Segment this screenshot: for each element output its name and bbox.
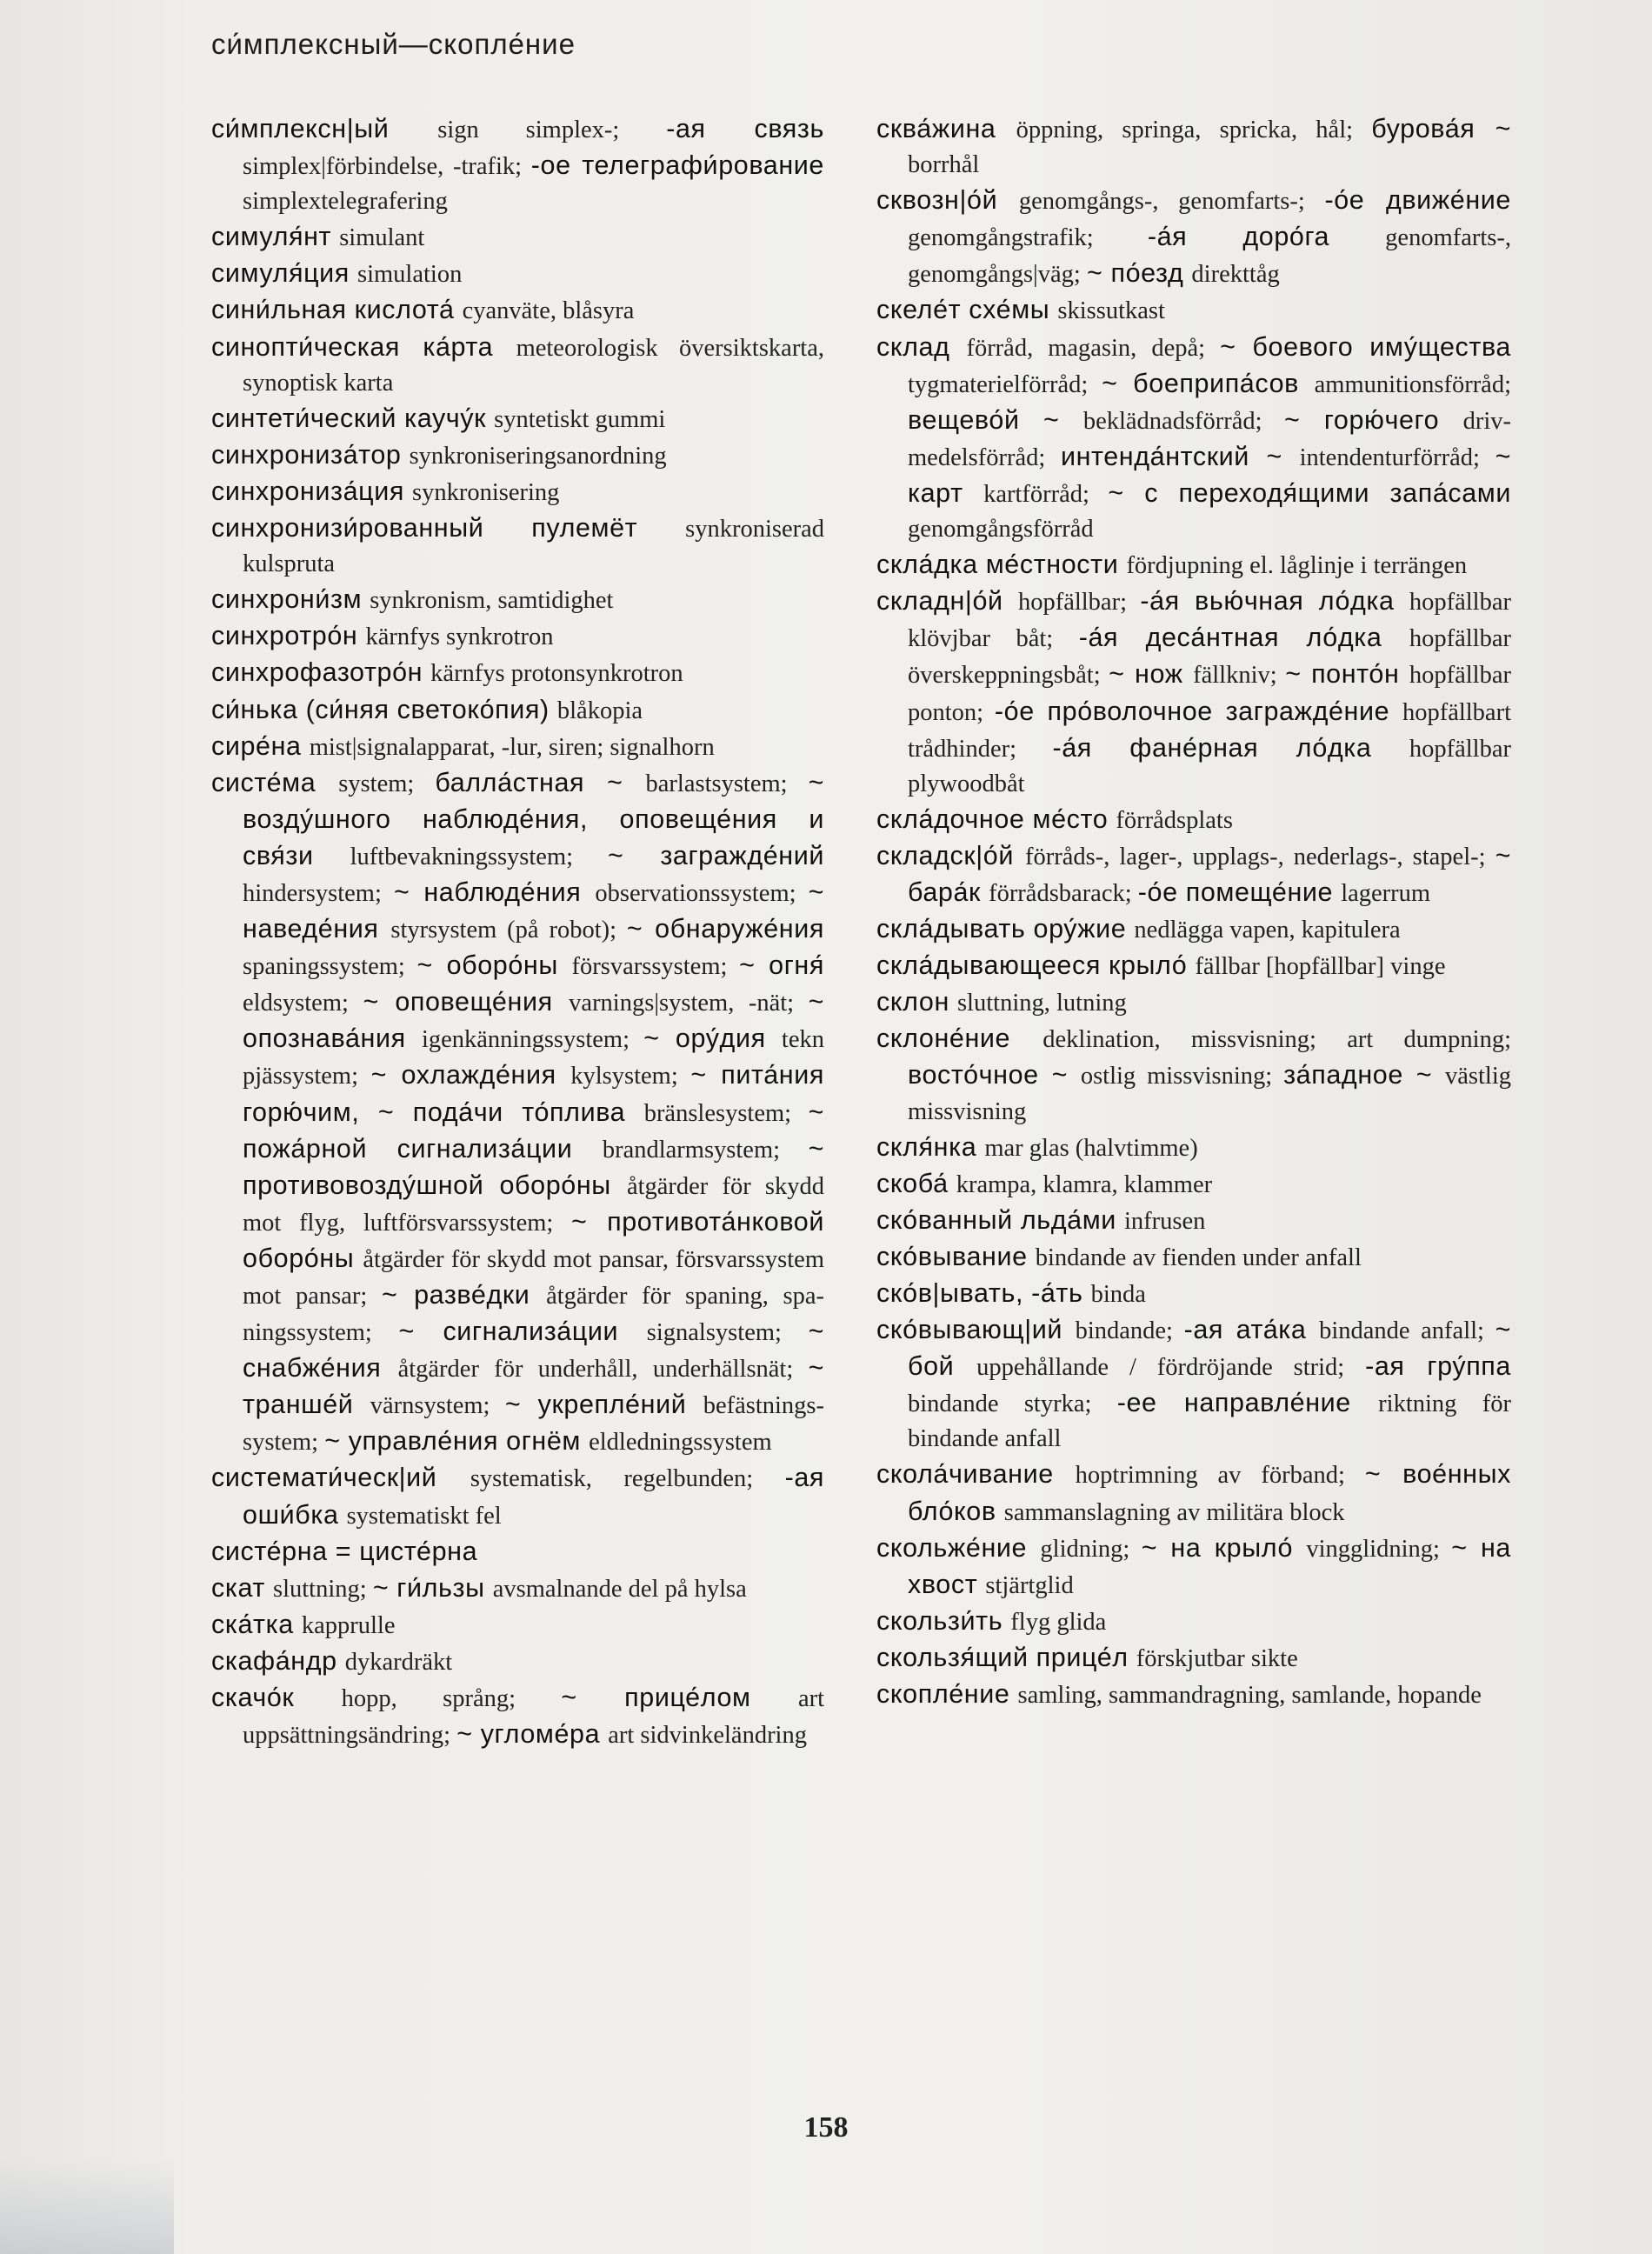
- entry-translation: västlig missvisning: [908, 1063, 1511, 1125]
- entry-headword: -ая гру́ппа: [1365, 1351, 1511, 1382]
- entry-headword: сире́на: [211, 730, 310, 761]
- dictionary-entry: [211, 1644, 824, 1680]
- entry-headword: -о́е движе́ние: [1324, 185, 1511, 216]
- entry-headword: ~ управле́ния огнём: [324, 1426, 590, 1457]
- dictionary-entry: [876, 1677, 1511, 1713]
- entry-headword: склад: [876, 331, 967, 362]
- dictionary-entry: [876, 1530, 1511, 1604]
- entry-translation: öppning, springa, spricka, hål;: [1016, 117, 1372, 143]
- entry-headword: скользи́ть: [876, 1605, 1011, 1636]
- entry-translation: ammunitionsförråd;: [1314, 370, 1511, 398]
- entry-translation: nedlägga vapen, kapitulera: [1134, 917, 1401, 944]
- dictionary-entry: [211, 692, 824, 729]
- entry-translation: stjärtglid: [985, 1571, 1074, 1599]
- entry-headword: сини́льная кислота́: [211, 295, 463, 325]
- entry-headword: сквозн|о́й: [876, 185, 1019, 216]
- entry-translation: system;: [338, 770, 436, 797]
- entry-headword: системати́ческ|ий: [211, 1463, 470, 1493]
- entry-headword: ~ сигнализа́ции: [398, 1317, 647, 1347]
- entry-headword: ~ по́езд: [1086, 258, 1192, 289]
- entry-translation: hopfällbart trådhinder;: [908, 698, 1511, 763]
- entry-headword: -а́я фане́рная ло́дка: [1052, 732, 1409, 763]
- entry-headword: ска́тка: [211, 1609, 302, 1639]
- entry-translation: fällbar [hopfällbar] vinge: [1195, 953, 1446, 981]
- entry-headword: ~ понто́н: [1285, 659, 1409, 690]
- dictionary-entry: [211, 1460, 824, 1533]
- entry-translation: genomgångsförråd: [908, 516, 1094, 543]
- entry-translation: sluttning;: [273, 1575, 373, 1603]
- dictionary-entry: [211, 1570, 824, 1607]
- entry-headword: ~ горю́чего: [1284, 404, 1463, 435]
- entry-headword: вещево́й ~: [908, 404, 1083, 435]
- entry-translation: eldledningssystem: [589, 1429, 772, 1457]
- entry-headword: ~ бара́к: [908, 840, 1511, 907]
- entry-headword: -о́е про́волочное загражде́ние: [994, 696, 1402, 726]
- entry-translation: deklination, missvisning; art dumpning;: [1042, 1026, 1511, 1054]
- dictionary-entry: [211, 618, 824, 655]
- entry-headword: ~ укрепле́ний: [504, 1390, 703, 1420]
- entry-translation: luftbevakningssystem;: [350, 843, 608, 870]
- entry-translation: kapprulle: [301, 1611, 396, 1639]
- entry-headword: ~ карт: [908, 441, 1511, 508]
- dictionary-entry: [211, 111, 824, 219]
- entry-translation: åtgärder för underhåll, underhällsnät;: [397, 1356, 809, 1384]
- entry-headword: ~ охлажде́ния: [370, 1060, 571, 1090]
- dictionary-entry: [876, 330, 1511, 548]
- dictionary-entry: [211, 219, 824, 256]
- entry-translation: synkronisering: [412, 478, 560, 506]
- entry-translation: sign simplex-;: [437, 117, 667, 143]
- dictionary-entry: [211, 1607, 824, 1644]
- dictionary-entry: [876, 1130, 1511, 1166]
- entry-headword: скля́нка: [876, 1131, 985, 1162]
- entry-translation: glidning;: [1040, 1535, 1142, 1563]
- entry-headword: ~ угломе́ра: [456, 1719, 609, 1750]
- entry-translation: mar glas (halvtimme): [984, 1134, 1198, 1162]
- dictionary-entry: [876, 547, 1511, 584]
- entry-translation: bindande styrka;: [908, 1390, 1117, 1418]
- entry-translation: art sidvinkeländring: [608, 1722, 807, 1750]
- entry-translation: drivmedelsförråd;: [908, 407, 1511, 471]
- entry-translation: förrådsbarack;: [989, 879, 1138, 907]
- entry-headword: балла́стная ~: [435, 767, 646, 797]
- entry-headword: скат: [211, 1572, 273, 1603]
- entry-translation: befästningssystem;: [243, 1392, 824, 1457]
- entry-headword: синхротро́н: [211, 621, 366, 651]
- entry-translation: dykardräkt: [344, 1648, 453, 1676]
- entry-headword: ~ ору́дия: [643, 1024, 782, 1054]
- entry-headword: ~ боеприпа́сов: [1102, 368, 1315, 398]
- entry-translation: synkronism, samtidighet: [370, 587, 614, 615]
- entry-translation: binda: [1090, 1281, 1146, 1308]
- entry-translation: intendenturförråd;: [1299, 443, 1495, 471]
- entry-translation: bränslesystem;: [643, 1099, 809, 1127]
- dictionary-entry: [876, 802, 1511, 838]
- entry-translation: sluttning, lutning: [956, 990, 1127, 1017]
- entry-translation: förskjutbar sikte: [1136, 1644, 1298, 1672]
- entry-headword: скла́дывать ору́жие: [876, 914, 1135, 944]
- entry-headword: симуля́ция: [211, 258, 357, 289]
- entry-translation: simulation: [357, 261, 463, 289]
- entry-translation: spaningssystem;: [243, 953, 417, 981]
- entry-headword: ~ ги́льзы: [372, 1572, 493, 1603]
- dictionary-entry: [876, 911, 1511, 948]
- entry-translation: meteorologisk översiktskarta, synoptisk karta: [243, 334, 824, 397]
- entry-translation: tygmaterielförråd;: [908, 370, 1102, 398]
- entry-translation: krampa, klamra, klammer: [956, 1170, 1213, 1198]
- entry-headword: ско́вывание: [876, 1241, 1036, 1271]
- entry-headword: восто́чное ~: [908, 1060, 1081, 1090]
- entry-translation: åtgärder för skydd mot pansar, försvarssystem mot pansar;: [243, 1245, 824, 1310]
- dictionary-entry: [876, 1239, 1511, 1276]
- entry-translation: brandlarmsystem;: [602, 1136, 809, 1164]
- entry-headword: за́падное ~: [1283, 1060, 1445, 1090]
- page-number: 158: [803, 2111, 849, 2144]
- entry-translation: hopfällbar ponton;: [908, 662, 1511, 726]
- entry-translation: hopfällbar plywoodbåt: [908, 735, 1511, 797]
- dictionary-entry: [876, 111, 1511, 183]
- entry-headword: ~ опознава́ния: [243, 987, 825, 1054]
- entry-headword: ~ бой: [908, 1315, 1511, 1382]
- entry-translation: mist|signalapparat, -lur, siren; signalhorn: [309, 733, 715, 761]
- entry-headword: скафа́ндр: [211, 1645, 345, 1676]
- entry-translation: vingglidning;: [1306, 1535, 1452, 1563]
- entry-headword: систе́ма: [211, 767, 339, 797]
- entry-headword: скеле́т схе́мы: [876, 295, 1058, 325]
- entry-translation: infrusen: [1123, 1207, 1206, 1235]
- dictionary-entry: [876, 838, 1511, 911]
- entry-translation: genomgångstrafik;: [908, 224, 1148, 252]
- entry-translation: igenkänningssystem;: [421, 1026, 644, 1054]
- entry-headword: склоне́ние: [876, 1024, 1043, 1054]
- entry-translation: systematiskt fel: [346, 1502, 502, 1530]
- entry-headword: синхрони́зм: [211, 584, 370, 615]
- entry-translation: borrhål: [908, 151, 980, 179]
- entry-translation: synkroniseringsanordning: [409, 442, 667, 470]
- dictionary-entry: [211, 655, 824, 691]
- entry-translation: förrådsplats: [1116, 806, 1233, 834]
- dictionary-entry: [876, 183, 1511, 292]
- dictionary-entry: [876, 1203, 1511, 1239]
- entry-headword: синтети́ческий каучу́к: [211, 403, 495, 433]
- dictionary-entry: [211, 582, 824, 618]
- entry-translation: beklädnadsförråd;: [1082, 407, 1285, 435]
- entry-headword: синхрониза́тор: [211, 439, 410, 470]
- entry-headword: ~ транше́й: [243, 1353, 824, 1420]
- entry-translation: försvarssystem;: [571, 953, 740, 981]
- entry-headword: скачо́к: [211, 1683, 342, 1713]
- entry-headword: ~ загражде́ний: [608, 840, 824, 870]
- entry-headword: ~ вое́нных бло́ков: [908, 1459, 1511, 1526]
- dictionary-entry: [876, 1276, 1511, 1312]
- entry-translation: synkroniserad kulspruta: [243, 516, 824, 578]
- entry-headword: -а́я доро́га: [1147, 222, 1386, 252]
- entry-headword: ~ боевого иму́щества: [1220, 331, 1511, 362]
- entry-translation: hopfällbar överskeppningsbåt;: [908, 625, 1511, 690]
- entry-translation: riktning för bindande anfall: [908, 1390, 1511, 1453]
- dictionary-entry: [211, 437, 824, 474]
- entry-headword: ~ снабже́ния: [243, 1317, 824, 1384]
- entry-headword: ско́в|ывать, -а́ть: [876, 1278, 1091, 1308]
- entry-headword: ~ пита́ния горю́чим, ~ пода́чи то́плива: [243, 1060, 825, 1127]
- dictionary-entry: [211, 729, 824, 765]
- entry-translation: samling, sammandragning, samlande, hopande: [1017, 1682, 1482, 1710]
- entry-translation: förråd, magasin, depå;: [966, 334, 1221, 362]
- entry-translation: simplextelegrafering: [243, 188, 448, 216]
- entry-translation: kartförråd;: [983, 480, 1109, 508]
- entry-headword: ~ прице́лом: [561, 1683, 798, 1713]
- entry-headword: сква́жина: [876, 114, 1016, 143]
- dictionary-entry: [211, 510, 824, 582]
- entry-headword: ~ пожа́рной сигнализа́ции: [243, 1097, 824, 1164]
- dictionary-entry: [211, 330, 824, 401]
- entry-headword: скользя́щий прице́л: [876, 1642, 1136, 1672]
- entry-translation: blåkopia: [556, 697, 643, 724]
- entry-headword: ~ обнаруже́ния: [626, 914, 824, 944]
- entry-headword: ~ противота́нковой оборо́ны: [243, 1206, 824, 1273]
- entry-headword: си́мплексн|ый: [211, 114, 438, 143]
- entry-translation: sammanslagning av militära block: [1003, 1498, 1345, 1526]
- entry-translation: varnings|system, -nät;: [569, 990, 809, 1017]
- entry-headword: -а́я вью́чная ло́дка: [1140, 586, 1409, 617]
- entry-headword: ~ противовозду́шной оборо́ны: [243, 1133, 824, 1200]
- entry-translation: cyanväte, blåsyra: [462, 297, 635, 325]
- entry-headword: ско́вывающ|ий: [876, 1315, 1076, 1345]
- entry-headword: скла́дочное ме́сто: [876, 804, 1116, 834]
- entry-translation: bindande anfall;: [1319, 1317, 1495, 1345]
- entry-translation: åtgärder för spaning, spaningssystem;: [243, 1283, 824, 1347]
- entry-translation: eldsystem;: [243, 990, 363, 1017]
- dictionary-entry: [211, 401, 824, 437]
- entry-headword: скольже́ние: [876, 1532, 1041, 1563]
- dictionary-entry: [876, 1312, 1511, 1457]
- entry-translation: genomgångs-, genomfarts-;: [1018, 188, 1325, 216]
- dictionary-entry: [211, 474, 824, 510]
- entry-headword: синхронизи́рованный пулемёт: [211, 513, 686, 543]
- entry-translation: fördjupning el. låglinje i terrängen: [1126, 552, 1468, 580]
- left-column: [211, 111, 824, 1753]
- page-edge-shadow: [0, 2158, 174, 2254]
- entry-headword: -ее направле́ние: [1116, 1388, 1379, 1418]
- entry-headword: скоба́: [876, 1168, 956, 1198]
- entry-headword: скола́чивание: [876, 1459, 1076, 1490]
- entry-headword: ~ с переходя́щими запа́сами: [1108, 477, 1512, 508]
- dictionary-entry: [211, 765, 824, 1461]
- entry-headword: си́нька (си́няя светоко́пия): [211, 694, 557, 724]
- entry-translation: barlastsystem;: [645, 770, 809, 797]
- entry-headword: ~ разве́дки: [382, 1280, 547, 1310]
- entry-headword: скопле́ние: [876, 1679, 1018, 1710]
- entry-headword: ~ оповеще́ния: [363, 987, 570, 1017]
- dictionary-entry: [876, 948, 1511, 984]
- entry-headword: синопти́ческая ка́рта: [211, 331, 516, 362]
- entry-translation: simplex|förbindelse, -trafik;: [243, 153, 531, 181]
- entry-translation: skissutkast: [1057, 297, 1165, 325]
- entry-translation: hopfällbar;: [1017, 589, 1141, 617]
- entry-translation: förråds-, lager-, upplags-, nederlags-, stapel-;: [1025, 843, 1495, 870]
- right-column: [876, 111, 1511, 1713]
- entry-headword: ~ наведе́ния: [243, 877, 824, 944]
- entry-translation: kärnfys synkrotron: [365, 624, 554, 651]
- entry-translation: genomfarts-, genomgångs|väg;: [908, 224, 1511, 289]
- entry-headword: -а́я деса́нтная ло́дка: [1078, 623, 1409, 653]
- entry-headword: ~ наблюде́ния: [393, 877, 596, 907]
- entry-translation: art uppsättningsändring;: [243, 1685, 824, 1750]
- entry-translation: uppehållande / fördröjande strid;: [976, 1354, 1366, 1382]
- entry-translation: värnsystem;: [370, 1392, 505, 1420]
- entry-headword: ~ на крыло́: [1141, 1532, 1307, 1563]
- dictionary-entry: [211, 1680, 824, 1753]
- entry-headword: бурова́я ~: [1371, 114, 1511, 143]
- entry-headword: -ая ата́ка: [1183, 1315, 1320, 1345]
- entry-headword: ~ огня́: [739, 950, 824, 981]
- dictionary-entry: [211, 1534, 824, 1570]
- dictionary-entry: [876, 1640, 1511, 1677]
- dictionary-entry: [876, 1457, 1511, 1530]
- entry-translation: flyg glida: [1010, 1608, 1107, 1636]
- entry-headword: синхрофазотро́н: [211, 657, 431, 688]
- entry-translation: hoptrimning av förband;: [1075, 1462, 1365, 1490]
- dictionary-entry: [876, 1166, 1511, 1203]
- entry-translation: hopp, språng;: [341, 1685, 562, 1713]
- entry-translation: åtgärder för skydd mot flyg, luftförsvarssystem;: [243, 1172, 824, 1237]
- entry-translation: lagerrum: [1341, 879, 1431, 907]
- entry-headword: складн|о́й: [876, 586, 1018, 617]
- dictionary-entry: [876, 292, 1511, 329]
- entry-translation: bindande av fienden under anfall: [1035, 1244, 1362, 1271]
- running-head: си́мплексный—скопле́ние: [211, 28, 576, 60]
- entry-headword: интенда́нтский ~: [1060, 441, 1300, 471]
- entry-headword: ~ на хвост: [908, 1532, 1511, 1599]
- entry-headword: -о́е помеще́ние: [1137, 877, 1342, 907]
- entry-headword: ско́ванный льда́ми: [876, 1204, 1124, 1235]
- entry-translation: observationssystem;: [595, 879, 809, 907]
- entry-translation: fällkniv;: [1193, 662, 1286, 690]
- entry-headword: ~ возду́шного наблюде́ния, оповеще́ния и свя́зи: [243, 767, 825, 870]
- entry-headword: ~ нож: [1109, 659, 1194, 690]
- entry-headword: скла́дка ме́стности: [876, 550, 1127, 580]
- dictionary-entry: [876, 1021, 1511, 1129]
- entry-headword: симуля́нт: [211, 222, 340, 252]
- dictionary-entry: [211, 256, 824, 292]
- entry-translation: ostlig missvisning;: [1080, 1063, 1284, 1090]
- entry-translation: direkttåg: [1191, 261, 1280, 289]
- entry-translation: bindande;: [1075, 1317, 1184, 1345]
- entry-translation: hindersystem;: [243, 879, 394, 907]
- entry-headword: ~ оборо́ны: [416, 950, 572, 981]
- entry-headword: склон: [876, 987, 957, 1017]
- entry-translation: systematisk, regelbunden;: [470, 1465, 785, 1493]
- entry-headword: -ая оши́бка: [243, 1463, 824, 1530]
- dictionary-entry: [876, 1604, 1511, 1640]
- entry-translation: kylsystem;: [570, 1063, 691, 1090]
- entry-translation: tekn pjässystem;: [243, 1026, 824, 1090]
- entry-translation: avsmalnande del på hylsa: [492, 1575, 747, 1603]
- dictionary-entry: [211, 292, 824, 329]
- entry-translation: styrsystem (på robot);: [390, 917, 627, 944]
- entry-translation: kärnfys protonsynkrotron: [430, 660, 683, 688]
- entry-headword: складск|о́й: [876, 840, 1026, 870]
- dictionary-entry: [876, 984, 1511, 1021]
- entry-headword: -ое телеграфи́рование: [530, 150, 824, 181]
- entry-headword: систе́рна = цисте́рна: [211, 1536, 478, 1566]
- entry-translation: signalsystem;: [646, 1319, 809, 1347]
- dictionary-entry: [876, 584, 1511, 802]
- entry-translation: simulant: [339, 224, 425, 252]
- entry-headword: -ая связь: [666, 114, 825, 143]
- entry-headword: скла́дывающееся крыло́: [876, 950, 1196, 981]
- entry-translation: syntetiskt gummi: [494, 405, 666, 433]
- entry-translation: hopfällbar klövjbar båt;: [908, 589, 1511, 653]
- entry-headword: синхрониза́ция: [211, 476, 413, 506]
